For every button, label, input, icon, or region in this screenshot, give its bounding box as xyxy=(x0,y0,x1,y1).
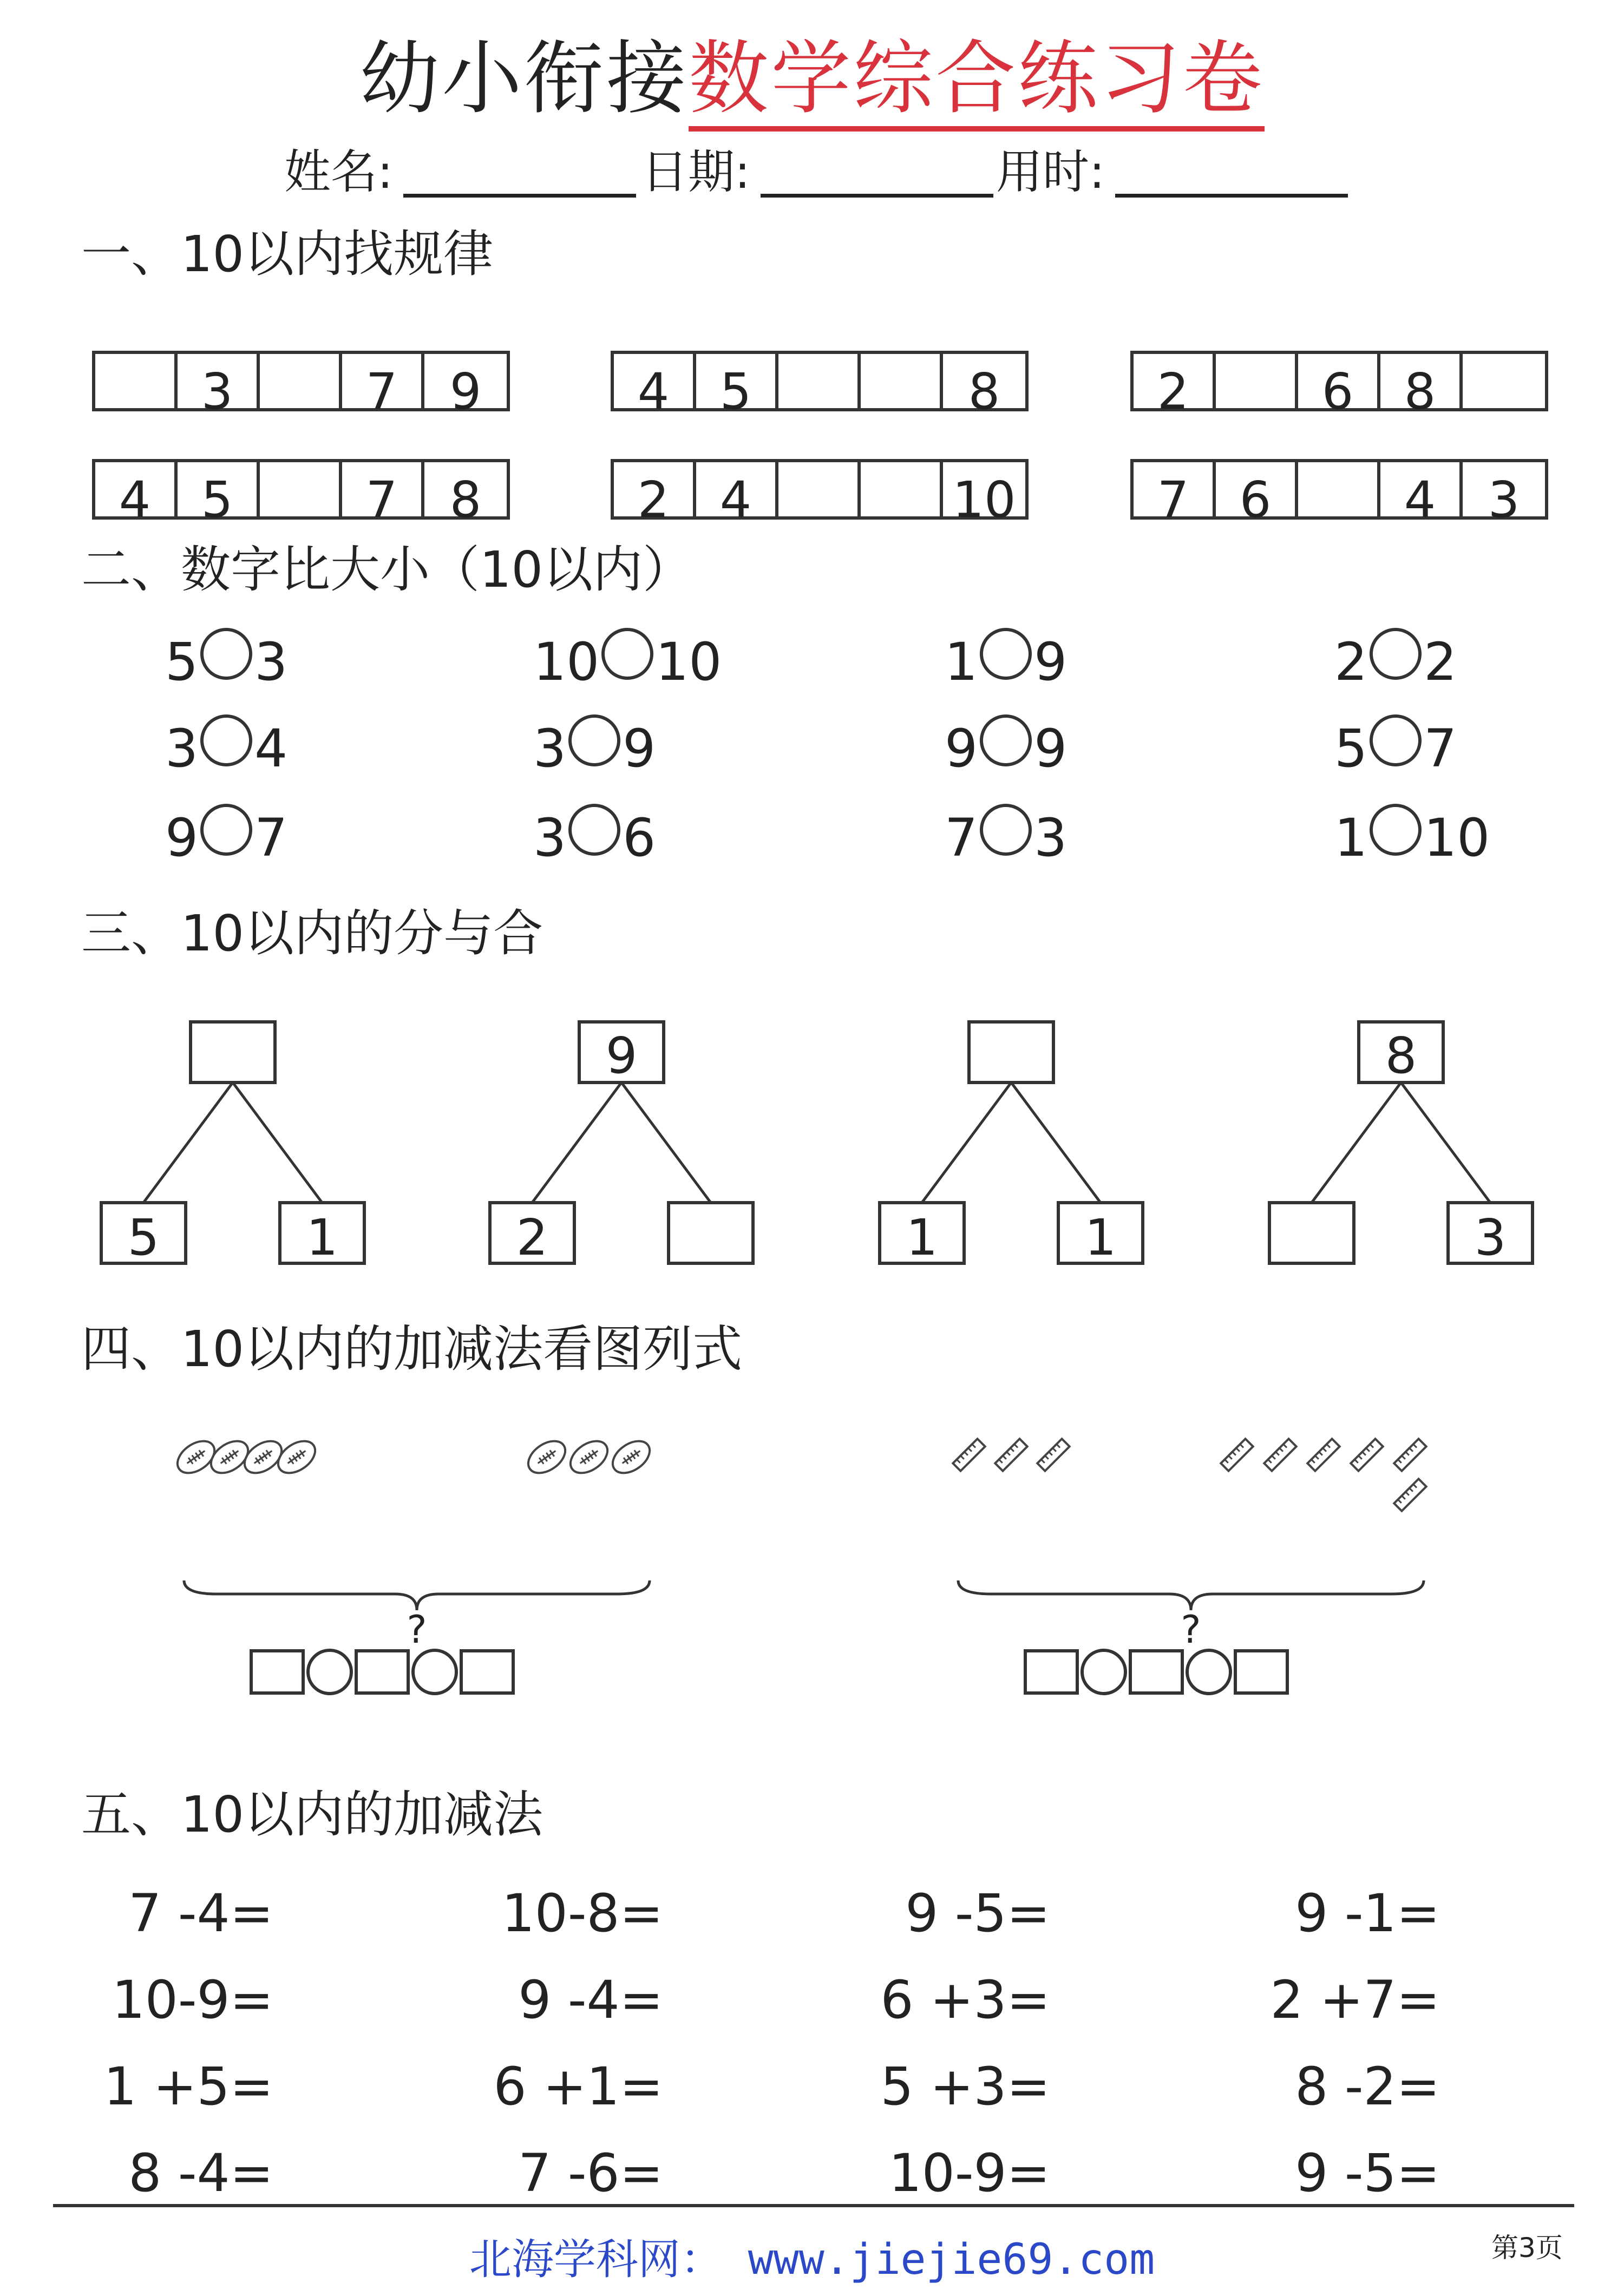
bond-line-left xyxy=(532,1083,621,1203)
comparison-left-number: 5 xyxy=(1334,718,1368,779)
blank-cell[interactable] xyxy=(260,462,342,516)
operator-circle[interactable] xyxy=(1082,1650,1125,1694)
ruler-body xyxy=(1307,1439,1339,1471)
comparison-item xyxy=(1334,804,1490,868)
picture-problem-svg xyxy=(0,1396,1624,1721)
ruler-body xyxy=(1351,1439,1383,1471)
number-cell: 2 xyxy=(614,462,696,516)
sequence-row xyxy=(92,459,510,529)
football-lace xyxy=(546,1453,551,1459)
section-2-heading: 二、数字比大小（10以内） xyxy=(81,541,693,599)
football-lace xyxy=(259,1455,264,1461)
number-cell: 3 xyxy=(1488,471,1520,529)
football-lace xyxy=(585,1455,590,1461)
equation[interactable]: 8 -4= xyxy=(128,2143,273,2203)
equation[interactable]: 5 +3= xyxy=(880,2056,1050,2117)
bond-line-right xyxy=(1011,1083,1101,1203)
sequence-row xyxy=(92,351,510,421)
ruler-body xyxy=(995,1439,1027,1471)
sequence-row xyxy=(611,351,1029,421)
answer-box[interactable] xyxy=(1025,1651,1077,1693)
football-lace xyxy=(229,1453,233,1459)
football-icon xyxy=(565,1435,613,1480)
number-cell: 10 xyxy=(952,471,1016,529)
football-lace xyxy=(289,1458,293,1464)
football-lace xyxy=(592,1450,597,1456)
football-lace xyxy=(300,1450,304,1456)
bond-left-box[interactable] xyxy=(1269,1203,1354,1263)
bond-line-left xyxy=(143,1083,233,1203)
number-cell: 6 xyxy=(1216,462,1298,516)
number-cell: 7 xyxy=(1134,462,1216,516)
football-lace xyxy=(192,1455,197,1461)
bond-line-left xyxy=(1312,1083,1401,1203)
football-lace xyxy=(195,1453,200,1459)
sequence-row xyxy=(611,459,1029,529)
football-lace xyxy=(627,1455,632,1461)
ruler-icon xyxy=(1394,1439,1426,1471)
bond-line-right xyxy=(233,1083,322,1203)
blank-cell[interactable] xyxy=(1463,354,1545,408)
number-cell: 7 xyxy=(342,462,424,516)
compare-circle[interactable] xyxy=(980,714,1032,766)
comparison-right-number: 7 xyxy=(254,808,288,868)
name-blank[interactable] xyxy=(403,194,636,198)
bond-left-number: 5 xyxy=(127,1209,160,1267)
comparison-right-number: 9 xyxy=(623,718,656,779)
football-lace xyxy=(222,1458,226,1464)
football-lace xyxy=(266,1450,271,1456)
equation[interactable]: 2 +7= xyxy=(1270,1970,1440,2030)
number-cell: 3 xyxy=(178,354,260,408)
blank-cell[interactable] xyxy=(778,354,861,408)
comparison-item xyxy=(533,628,722,692)
comparison-right-number: 9 xyxy=(1034,718,1068,779)
comparison-item xyxy=(533,804,656,868)
comparison-left-number: 1 xyxy=(945,632,978,692)
ruler-body xyxy=(1037,1439,1069,1471)
compare-circle[interactable] xyxy=(568,804,620,856)
time-label: 用时: xyxy=(996,145,1105,199)
football-lace xyxy=(631,1453,635,1459)
bond-top-box[interactable] xyxy=(191,1022,275,1083)
blank-cell[interactable] xyxy=(778,462,861,516)
comparison-left-number: 3 xyxy=(533,718,567,779)
football-lace xyxy=(188,1458,193,1464)
number-cell: 8 xyxy=(968,363,1000,421)
football-lace xyxy=(199,1450,204,1456)
comparison-left-number: 10 xyxy=(533,632,600,692)
football-lace xyxy=(539,1458,543,1464)
time-blank[interactable] xyxy=(1115,194,1348,198)
section-4-heading: 四、10以内的加减法看图列式 xyxy=(81,1320,743,1378)
number-cell: 7 xyxy=(342,354,424,408)
page-title xyxy=(0,30,1624,127)
comparison-left-number: 1 xyxy=(1334,808,1368,868)
bond-right-number: 1 xyxy=(306,1209,338,1267)
ruler-icon xyxy=(1394,1479,1426,1511)
comparison-right-number: 10 xyxy=(1424,808,1490,868)
compare-circle[interactable] xyxy=(200,714,252,766)
equation[interactable]: 7 -6= xyxy=(518,2143,663,2203)
comparison-item xyxy=(165,714,287,778)
compare-circle[interactable] xyxy=(601,628,653,680)
number-cell: 4 xyxy=(95,462,178,516)
blank-cell[interactable] xyxy=(1216,354,1298,408)
bond-right-box[interactable] xyxy=(669,1203,753,1263)
grouping-brace xyxy=(958,1580,1424,1610)
comparison-left-number: 9 xyxy=(165,808,199,868)
ruler-icon xyxy=(1307,1439,1339,1471)
section-3-heading: 三、10以内的分与合 xyxy=(81,904,543,962)
compare-circle[interactable] xyxy=(980,628,1032,680)
comparison-item xyxy=(1334,628,1457,692)
comparison-right-number: 3 xyxy=(1034,808,1068,868)
football-lace xyxy=(256,1458,260,1464)
number-cell: 8 xyxy=(449,471,482,529)
equation[interactable]: 9 -5= xyxy=(1295,2143,1440,2203)
answer-box[interactable] xyxy=(461,1651,513,1693)
football-lace xyxy=(634,1450,639,1456)
bond-left-number: 1 xyxy=(906,1209,938,1267)
date-label: 日期: xyxy=(641,145,750,199)
answer-box[interactable] xyxy=(1235,1651,1287,1693)
equals-circle[interactable] xyxy=(1187,1650,1230,1694)
operator-circle[interactable] xyxy=(308,1650,351,1694)
football-lace xyxy=(263,1453,267,1459)
bond-left-number: 2 xyxy=(516,1209,548,1267)
comparison-right-number: 2 xyxy=(1424,632,1457,692)
comparison-left-number: 5 xyxy=(165,632,199,692)
football-lace xyxy=(588,1453,593,1459)
ruler-body xyxy=(1394,1439,1426,1471)
ruler-icon xyxy=(1351,1439,1383,1471)
sequence-row xyxy=(1130,351,1548,421)
compare-circle[interactable] xyxy=(1370,628,1422,680)
number-bond-svg xyxy=(0,1007,1624,1288)
comparison-item xyxy=(533,714,656,778)
comparison-item xyxy=(945,804,1067,868)
equation[interactable]: 1 +5= xyxy=(103,2056,273,2117)
blank-cell[interactable] xyxy=(260,354,342,408)
comparison-right-number: 10 xyxy=(656,632,722,692)
section-1-heading: 一、10以内找规律 xyxy=(81,225,494,283)
ruler-icon xyxy=(1221,1439,1253,1471)
football-lace xyxy=(543,1455,547,1461)
answer-box[interactable] xyxy=(251,1651,303,1693)
comparison-left-number: 3 xyxy=(165,718,199,779)
bond-top-box[interactable] xyxy=(969,1022,1053,1083)
number-cell: 4 xyxy=(696,462,778,516)
question-mark: ? xyxy=(1181,1608,1201,1652)
blank-cell[interactable] xyxy=(861,354,943,408)
equation[interactable]: 10-9= xyxy=(112,1970,273,2030)
football-lace xyxy=(293,1455,297,1461)
number-cell: 6 xyxy=(1298,354,1380,408)
title-prefix: 幼小衔接 xyxy=(359,32,689,125)
blank-cell[interactable] xyxy=(1298,462,1380,516)
title-accent: 数学综合练习卷 xyxy=(689,32,1265,132)
question-mark: ? xyxy=(407,1608,427,1652)
sequence-row xyxy=(1130,459,1548,529)
equation[interactable]: 10-8= xyxy=(501,1883,663,1944)
equals-circle[interactable] xyxy=(413,1650,456,1694)
footer-rule xyxy=(53,2204,1574,2207)
comparison-left-number: 2 xyxy=(1334,632,1368,692)
equation[interactable]: 9 -1= xyxy=(1295,1883,1440,1944)
compare-circle[interactable] xyxy=(1370,714,1422,766)
football-icon xyxy=(522,1435,571,1480)
number-cell: 2 xyxy=(1134,354,1216,408)
equation[interactable]: 8 -2= xyxy=(1295,2056,1440,2117)
number-cell: 4 xyxy=(1380,462,1463,516)
blank-cell[interactable] xyxy=(95,354,178,408)
comparison-item xyxy=(945,714,1067,778)
number-cell: 5 xyxy=(178,462,260,516)
compare-circle[interactable] xyxy=(980,804,1032,856)
number-cell: 5 xyxy=(696,354,778,408)
football-icon xyxy=(607,1435,656,1480)
comparison-item xyxy=(945,628,1067,692)
football-icon xyxy=(272,1435,321,1480)
grouping-brace xyxy=(184,1580,650,1610)
number-cell: 8 xyxy=(1380,354,1463,408)
comparison-left-number: 3 xyxy=(533,808,567,868)
equation[interactable]: 7 -4= xyxy=(128,1883,273,1944)
ruler-icon xyxy=(1037,1439,1069,1471)
ruler-body xyxy=(953,1439,985,1471)
bond-right-number: 1 xyxy=(1084,1209,1117,1267)
ruler-body xyxy=(1221,1439,1253,1471)
ruler-icon xyxy=(953,1439,985,1471)
date-blank[interactable] xyxy=(761,194,993,198)
comparison-right-number: 6 xyxy=(623,808,656,868)
name-label: 姓名: xyxy=(284,145,393,199)
comparison-item xyxy=(165,804,287,868)
bond-top-number: 8 xyxy=(1385,1027,1417,1085)
number-cell: 4 xyxy=(614,354,696,408)
compare-circle[interactable] xyxy=(1370,804,1422,856)
equation[interactable]: 10-9= xyxy=(888,2143,1050,2203)
number-cell: 9 xyxy=(449,363,482,421)
comparison-left-number: 9 xyxy=(945,718,978,779)
football-lace xyxy=(296,1453,300,1459)
comparison-right-number: 7 xyxy=(1424,718,1457,779)
comparison-item xyxy=(165,628,287,692)
ruler-icon xyxy=(995,1439,1027,1471)
bond-top-number: 9 xyxy=(605,1027,638,1085)
ruler-icon xyxy=(1264,1439,1296,1471)
comparison-right-number: 4 xyxy=(254,718,288,779)
football-lace xyxy=(550,1450,554,1456)
comparison-left-number: 7 xyxy=(945,808,978,868)
bond-line-left xyxy=(922,1083,1011,1203)
page-number: 第3页 xyxy=(1491,2232,1563,2264)
blank-cell[interactable] xyxy=(861,462,943,516)
equation[interactable]: 9 -5= xyxy=(905,1883,1050,1944)
equation[interactable]: 6 +3= xyxy=(880,1970,1050,2030)
equation[interactable]: 9 -4= xyxy=(518,1970,663,2030)
bond-line-right xyxy=(621,1083,711,1203)
football-lace xyxy=(624,1458,628,1464)
answer-box[interactable] xyxy=(356,1651,408,1693)
equation[interactable]: 6 +1= xyxy=(493,2056,663,2117)
section-5-heading: 五、10以内的加减法 xyxy=(81,1786,543,1844)
compare-circle[interactable] xyxy=(200,804,252,856)
answer-box[interactable] xyxy=(1130,1651,1182,1693)
compare-circle[interactable] xyxy=(200,628,252,680)
compare-circle[interactable] xyxy=(568,714,620,766)
ruler-body xyxy=(1394,1479,1426,1511)
comparison-right-number: 9 xyxy=(1034,632,1068,692)
football-lace xyxy=(581,1458,586,1464)
footer-site[interactable]: 北海学科网： www.jiejie69.com xyxy=(469,2235,1155,2284)
bond-right-number: 3 xyxy=(1474,1209,1507,1267)
football-lace xyxy=(233,1450,237,1456)
comparison-item xyxy=(1334,714,1457,778)
comparison-right-number: 3 xyxy=(254,632,288,692)
bond-line-right xyxy=(1401,1083,1490,1203)
ruler-body xyxy=(1264,1439,1296,1471)
football-lace xyxy=(226,1455,230,1461)
